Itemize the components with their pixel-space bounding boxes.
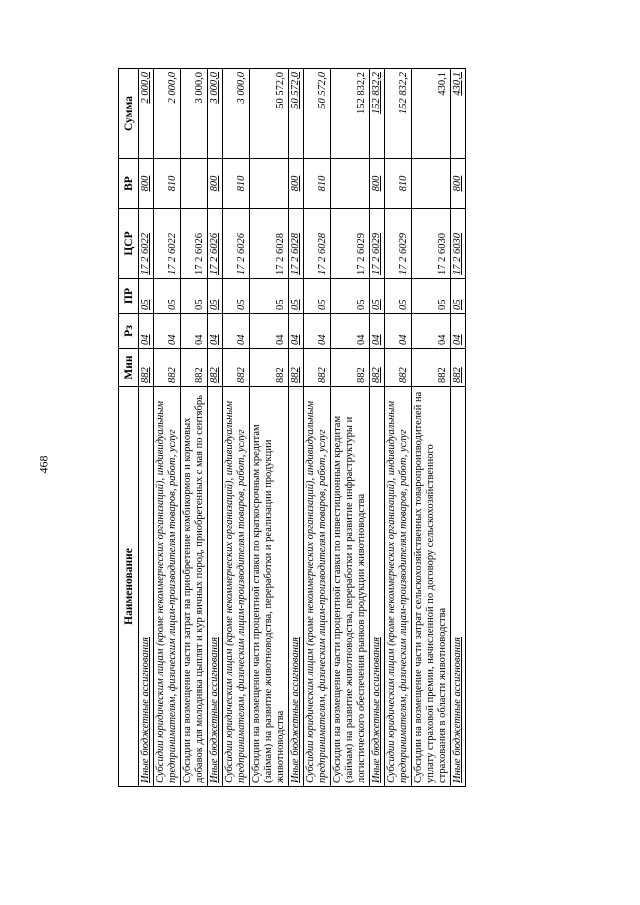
cell-sum: 3 000,0 <box>223 69 250 159</box>
cell-pr: 05 <box>370 279 385 314</box>
cell-min: 882 <box>250 349 289 387</box>
cell-csr: 17 2 6030 <box>412 209 451 279</box>
cell-vr <box>412 159 451 209</box>
cell-pr: 05 <box>250 279 289 314</box>
table-row <box>223 69 250 787</box>
cell-vr: 810 <box>304 159 331 209</box>
cell-name: Иные бюджетные ассигнования <box>289 387 304 787</box>
table-row <box>289 69 304 787</box>
cell-vr: 810 <box>154 159 181 209</box>
header-pr: ПР <box>119 279 139 314</box>
cell-csr: 17 2 6026 <box>223 209 250 279</box>
cell-pr: 05 <box>181 279 208 314</box>
cell-vr: 800 <box>289 159 304 209</box>
header-vr: ВР <box>119 159 139 209</box>
header-rz: Рз <box>119 314 139 349</box>
cell-rz: 04 <box>370 314 385 349</box>
cell-sum: 152 832,2 <box>370 69 385 159</box>
cell-sum: 50 572,0 <box>250 69 289 159</box>
header-min: Мин <box>119 349 139 387</box>
cell-min: 882 <box>139 349 154 387</box>
cell-sum: 3 000,0 <box>181 69 208 159</box>
cell-name: Субсидии на возмещение части процентной ставки по краткосрочным кредитам (займам) на развитие животноводства, переработки и реализации продукции животноводства <box>250 387 289 787</box>
cell-csr: 17 2 6029 <box>370 209 385 279</box>
cell-vr: 800 <box>208 159 223 209</box>
cell-vr: 810 <box>385 159 412 209</box>
rotated-table-container <box>118 69 631 787</box>
cell-pr: 05 <box>223 279 250 314</box>
cell-vr: 800 <box>139 159 154 209</box>
cell-min: 882 <box>331 349 370 387</box>
cell-rz: 04 <box>331 314 370 349</box>
cell-name: Иные бюджетные ассигнования <box>451 387 466 787</box>
cell-csr: 17 2 6028 <box>250 209 289 279</box>
header-csr: ЦСР <box>119 209 139 279</box>
table-row <box>412 69 451 787</box>
cell-pr: 05 <box>289 279 304 314</box>
cell-rz: 04 <box>385 314 412 349</box>
table-body <box>139 69 466 787</box>
cell-min: 882 <box>223 349 250 387</box>
cell-pr: 05 <box>154 279 181 314</box>
cell-name: Иные бюджетные ассигнования <box>370 387 385 787</box>
cell-min: 882 <box>370 349 385 387</box>
cell-vr: 800 <box>370 159 385 209</box>
cell-name: Субсидии юридическим лицам (кроме некоммерческих организаций), индивидуальным предпринимателям, физическим лицам-производителям товаров, работ, услуг <box>385 387 412 787</box>
budget-table <box>118 68 466 787</box>
cell-rz: 04 <box>181 314 208 349</box>
table-row <box>154 69 181 787</box>
cell-sum: 2 000,0 <box>154 69 181 159</box>
cell-min: 882 <box>385 349 412 387</box>
cell-sum: 152 832,2 <box>331 69 370 159</box>
cell-pr: 05 <box>451 279 466 314</box>
cell-rz: 04 <box>208 314 223 349</box>
cell-sum: 50 572,0 <box>289 69 304 159</box>
cell-min: 882 <box>181 349 208 387</box>
cell-name: Субсидии юридическим лицам (кроме некоммерческих организаций), индивидуальным предпринимателям, физическим лицам-производителям товаров, работ, услуг <box>223 387 250 787</box>
table-row <box>370 69 385 787</box>
table-row <box>181 69 208 787</box>
cell-name: Иные бюджетные ассигнования <box>208 387 223 787</box>
cell-pr: 05 <box>304 279 331 314</box>
cell-csr: 17 2 6022 <box>139 209 154 279</box>
cell-name: Субсидии на возмещение части затрат на приобретение комбикормов и кормовых добавок для молодняка цыплят и кур яичных пород, приобретенных с мая по сентябрь <box>181 387 208 787</box>
cell-name: Иные бюджетные ассигнования <box>139 387 154 787</box>
cell-csr: 17 2 6028 <box>289 209 304 279</box>
table-row <box>139 69 154 787</box>
cell-csr: 17 2 6026 <box>181 209 208 279</box>
cell-sum: 3 000,0 <box>208 69 223 159</box>
table-row <box>208 69 223 787</box>
cell-name: Субсидии на возмещение части процентной ставки по инвестиционным кредитам (займам) на развитие животноводства, переработки и развитие инфраструктуры и логистического обеспечения рынков продукции животноводства <box>331 387 370 787</box>
cell-vr: 810 <box>223 159 250 209</box>
cell-vr <box>181 159 208 209</box>
cell-sum: 430,1 <box>451 69 466 159</box>
cell-csr: 17 2 6030 <box>451 209 466 279</box>
cell-rz: 04 <box>451 314 466 349</box>
cell-vr: 800 <box>451 159 466 209</box>
cell-rz: 04 <box>412 314 451 349</box>
cell-rz: 04 <box>154 314 181 349</box>
cell-sum: 152 832,2 <box>385 69 412 159</box>
cell-sum: 430,1 <box>412 69 451 159</box>
cell-min: 882 <box>154 349 181 387</box>
cell-vr <box>331 159 370 209</box>
cell-rz: 04 <box>304 314 331 349</box>
cell-csr: 17 2 6028 <box>304 209 331 279</box>
cell-csr: 17 2 6022 <box>154 209 181 279</box>
cell-min: 882 <box>289 349 304 387</box>
cell-vr <box>250 159 289 209</box>
cell-pr: 05 <box>208 279 223 314</box>
cell-rz: 04 <box>250 314 289 349</box>
cell-sum: 50 572,0 <box>304 69 331 159</box>
table-row <box>331 69 370 787</box>
cell-sum: 2 000,0 <box>139 69 154 159</box>
cell-pr: 05 <box>385 279 412 314</box>
cell-csr: 17 2 6026 <box>208 209 223 279</box>
cell-name: Субсидии на возмещение части затрат сельскохозяйственных товаропроизводителей на уплату страховой премии, начисленной по договору сельскохозяйственного страхования в области животноводства <box>412 387 451 787</box>
cell-csr: 17 2 6029 <box>385 209 412 279</box>
table-row <box>451 69 466 787</box>
cell-rz: 04 <box>139 314 154 349</box>
header-name: Наименование <box>119 387 139 787</box>
header-sum: Сумма <box>119 69 139 159</box>
table-row <box>385 69 412 787</box>
cell-min: 882 <box>451 349 466 387</box>
page-number: 468 <box>36 455 51 474</box>
cell-min: 882 <box>304 349 331 387</box>
cell-min: 882 <box>412 349 451 387</box>
cell-rz: 04 <box>223 314 250 349</box>
cell-name: Субсидии юридическим лицам (кроме некоммерческих организаций), индивидуальным предпринимателям, физическим лицам-производителям товаров, работ, услуг <box>154 387 181 787</box>
cell-rz: 04 <box>289 314 304 349</box>
cell-min: 882 <box>208 349 223 387</box>
cell-pr: 05 <box>331 279 370 314</box>
table-row <box>304 69 331 787</box>
cell-pr: 05 <box>412 279 451 314</box>
table-row <box>250 69 289 787</box>
cell-pr: 05 <box>139 279 154 314</box>
cell-csr: 17 2 6029 <box>331 209 370 279</box>
cell-name: Субсидии юридическим лицам (кроме некоммерческих организаций), индивидуальным предпринимателям, физическим лицам-производителям товаров, работ, услуг <box>304 387 331 787</box>
table-header-row <box>119 69 139 787</box>
